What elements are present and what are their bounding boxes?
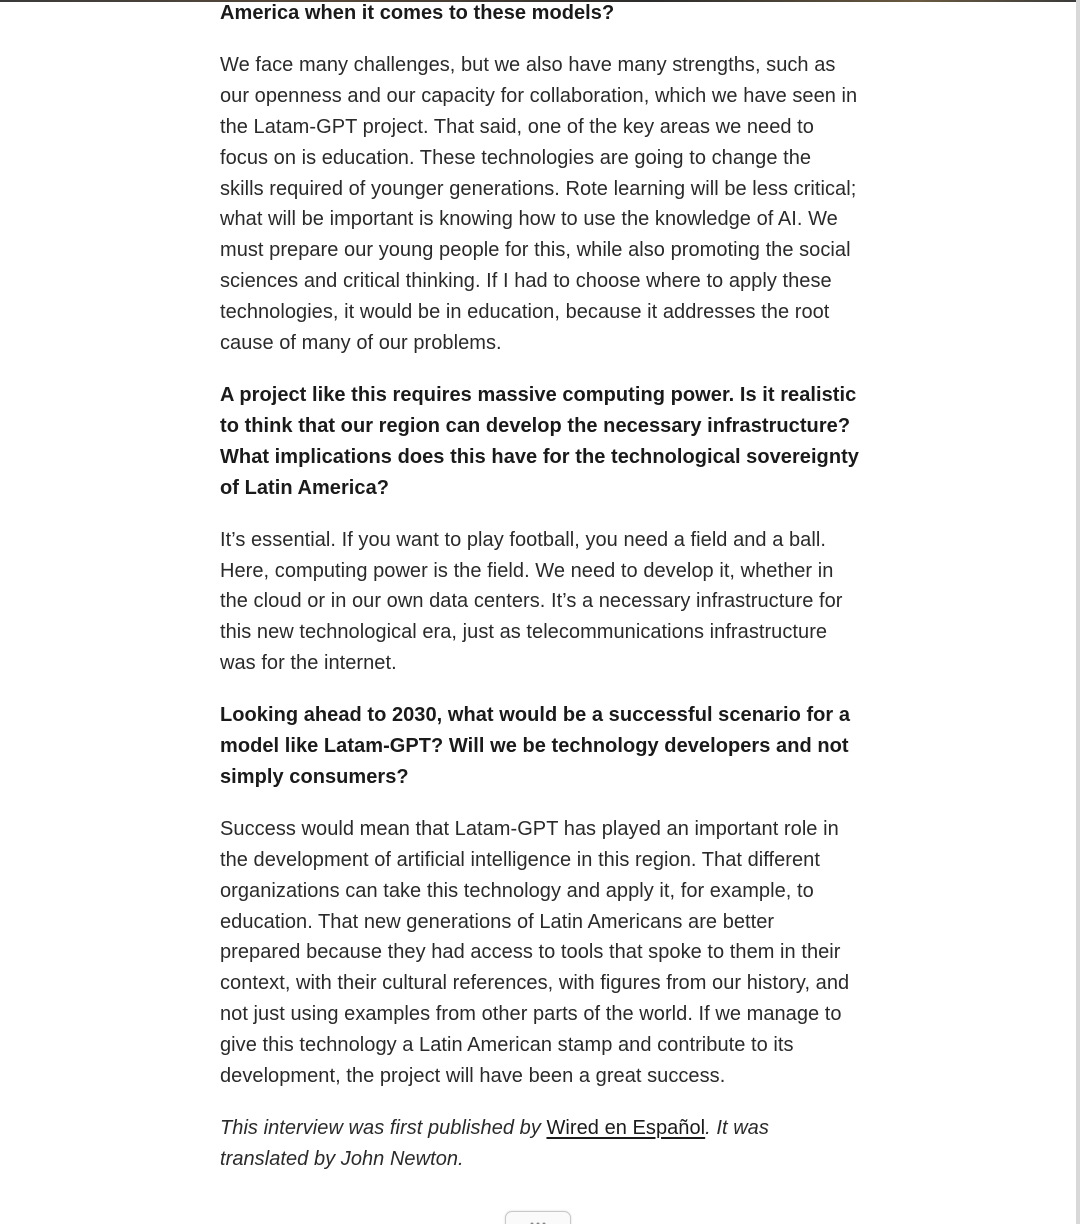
answer-2: It’s essential. If you want to play football, you need a field and a ball. Here, computing power is the field. We need to develop it, whether in the cloud or in our own data centers. It’s a necessary infrastructure for this new technological era, just as telecommunications infrastructure was for the internet.	[220, 528, 843, 675]
question-2: A project like this requires massive computing power. Is it realistic to think that our region can develop the necessary infrastructure? What implications does this have for the technological sovereignty of Latin America?	[220, 383, 859, 499]
floating-toolbar-button[interactable]	[505, 1211, 571, 1224]
question-1-tail: America when it comes to these models?	[220, 2, 615, 24]
credit-prefix: This interview was first published by	[220, 1117, 547, 1139]
scrollbar-track[interactable]	[1076, 0, 1080, 1224]
wired-en-espanol-link[interactable]: Wired en Español	[546, 1117, 706, 1139]
answer-1: We face many challenges, but we also have many strengths, such as our openness and our capacity for collaboration, which we have seen in the Latam-GPT project. That said, one of the key areas we need to focus on is education. These technologies are going to change the skills required of younger generations. Rote learning will be less critical; what will be important is knowing how to use the knowledge of AI. We must prepare our young people for this, while also promoting the social sciences and critical thinking. If I had to choose where to apply these technologies, it would be in education, because it addresses the root cause of many of our problems.	[220, 53, 858, 355]
answer-3: Success would mean that Latam-GPT has played an important role in the development of artificial intelligence in this region. That different organizations can take this technology and apply it, for example, to education. That new generations of Latin Americans are better prepared because they had access to tools that spoke to them in their context, with their cultural references, with figures from our history, and not just using examples from other parts of the world. If we manage to give this technology a Latin American stamp and contribute to its development, the project will have been a great success.	[220, 817, 850, 1088]
article-body	[220, 0, 860, 1196]
publication-credit	[220, 1113, 860, 1175]
question-3: Looking ahead to 2030, what would be a successful scenario for a model like Latam-GPT? Will we be technology developers and not simply consumers?	[220, 704, 851, 788]
credit-suffix: . It was translated by John Newton.	[220, 1117, 769, 1170]
